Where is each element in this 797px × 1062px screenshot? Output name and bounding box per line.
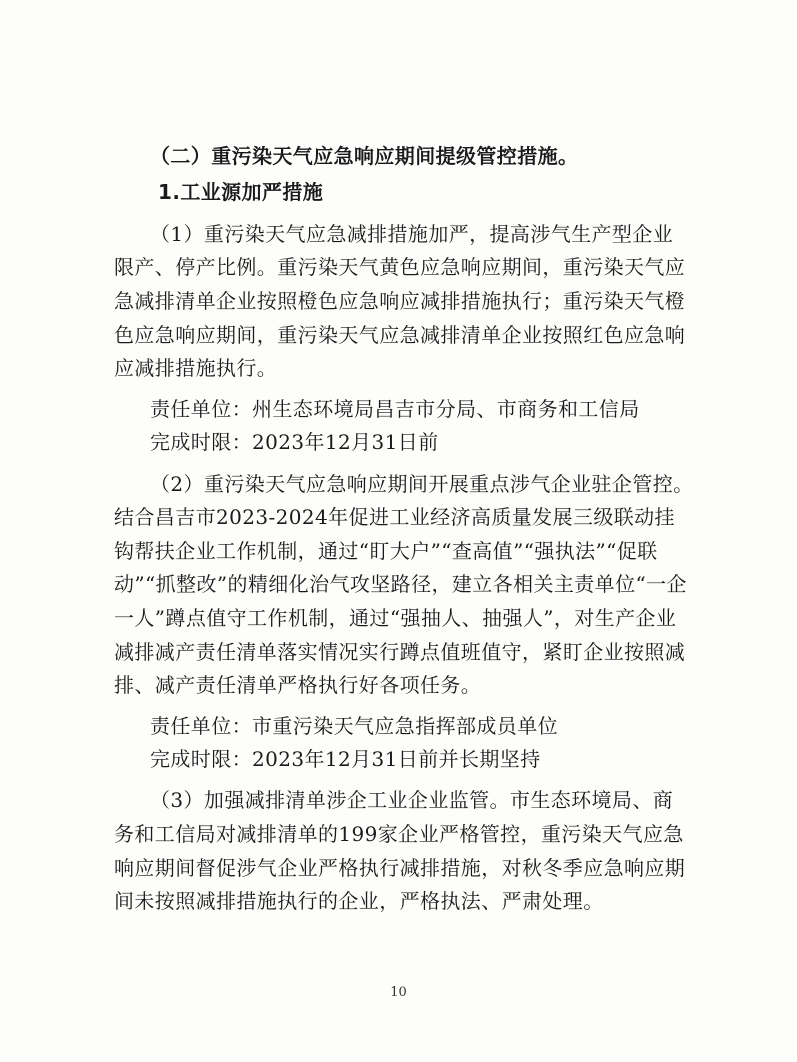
subsection-heading: 1.工业源加严措施 <box>158 180 324 204</box>
item1-line-3: 急减排清单企业按照橙色应急响应减排措施执行；重污染天气橙 <box>114 289 686 313</box>
item2-line-7: 排、减产责任清单严格执行好各项任务。 <box>114 673 482 697</box>
item2-line-4: 动”“抓整改”的精细化治气攻坚路径，建立各相关主责单位“一企 <box>114 572 687 596</box>
item2-line-6: 减排减产责任清单落实情况实行蹲点值班值守，紧盯企业按照减 <box>114 640 686 664</box>
item1-line-1: （1）重污染天气应急减排措施加严，提高涉气生产型企业 <box>150 222 674 246</box>
item3-line-4: 间未按照减排措施执行的企业，严格执法、严肃处理。 <box>114 889 604 913</box>
item3-line-2: 务和工信局对减排清单的199家企业严格管控，重污染天气应急 <box>114 822 684 846</box>
item1-line-5: 应减排措施执行。 <box>114 356 278 380</box>
item1-line-2: 限产、停产比例。重污染天气黄色应急响应期间，重污染天气应 <box>114 255 686 279</box>
item1-deadline: 完成时限：2023年12月31日前 <box>150 430 439 454</box>
item1-responsible: 责任单位：州生态环境局昌吉市分局、市商务和工信局 <box>150 397 640 421</box>
item3-line-1: （3）加强减排清单涉企工业企业监管。市生态环境局、商 <box>150 788 674 812</box>
item2-line-3: 钩帮扶企业工作机制，通过“盯大户”“查高值”“强执法”“促联 <box>114 539 658 563</box>
item1-line-4: 色应急响应期间，重污染天气应急减排清单企业按照红色应急响 <box>114 323 686 347</box>
item2-deadline: 完成时限：2023年12月31日前并长期坚持 <box>150 747 541 771</box>
item2-line-5: 一人”蹲点值守工作机制，通过“强抽人、抽强人”，对生产企业 <box>114 606 677 630</box>
item3-line-3: 响应期间督促涉气企业严格执行减排措施，对秋冬季应急响应期 <box>114 856 686 880</box>
item2-line-1: （2）重污染天气应急响应期间开展重点涉气企业驻企管控。 <box>150 472 694 496</box>
page-number: 10 <box>390 985 407 1000</box>
item2-line-2: 结合昌吉市2023-2024年促进工业经济高质量发展三级联动挂 <box>114 505 675 529</box>
item2-responsible: 责任单位：市重污染天气应急指挥部成员单位 <box>150 714 558 738</box>
section-heading: （二）重污染天气应急响应期间提级管控措施。 <box>150 144 579 168</box>
